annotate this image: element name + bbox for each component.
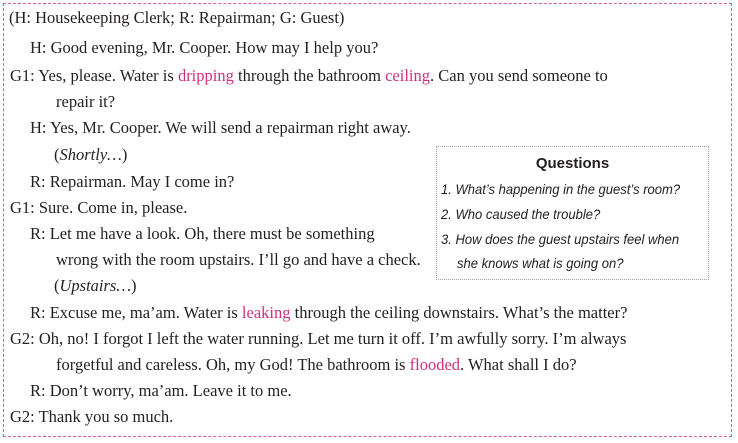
- line-text: Excuse me, ma’am. Water is: [49, 303, 242, 322]
- line-text: Yes, please. Water is: [38, 66, 178, 85]
- speaker-label: G1:: [10, 198, 35, 217]
- speaker-label: R:: [30, 224, 46, 243]
- line-text: forgetful and careless. Oh, my God! The bathroom is: [56, 355, 410, 374]
- speaker-label: R:: [30, 381, 46, 400]
- dialogue-line-r2-cont: wrong with the room upstairs. I’ll go and have a check.: [56, 250, 421, 269]
- speaker-label: G1:: [10, 66, 35, 85]
- highlight-word: flooded: [409, 355, 461, 374]
- question-item: 3. How does the guest upstairs feel when: [441, 231, 680, 247]
- dialogue-line-g2: [10, 329, 626, 349]
- line-text: Repairman. May I come in?: [49, 172, 235, 191]
- line-text: Yes, Mr. Cooper. We will send a repairman right away.: [50, 118, 411, 137]
- speaker-label: G2:: [10, 329, 35, 348]
- dialogue-line-g1b: [10, 198, 187, 218]
- speaker-label: H:: [30, 118, 47, 137]
- line-text: Let me have a look. Oh, there must be something: [49, 224, 375, 243]
- speaker-label: R:: [30, 303, 46, 322]
- stage-direction: (Upstairs…): [54, 276, 137, 295]
- question-item: 2. Who caused the trouble?: [441, 206, 601, 222]
- line-text: through the ceiling downstairs. What’s the matter?: [290, 303, 628, 322]
- dialogue-line-r2: [30, 224, 375, 244]
- line-text: Sure. Come in, please.: [38, 198, 188, 217]
- speaker-label: R:: [30, 172, 46, 191]
- line-text: Good evening, Mr. Cooper. How may I help you?: [50, 38, 379, 57]
- dialogue-line-g2b: [10, 407, 173, 427]
- highlight-word: ceiling: [385, 66, 430, 85]
- line-text: Oh, no! I forgot I left the water running. Let me turn it off. I’m awfully sorry. I’m always: [38, 329, 627, 348]
- line-text: . What shall I do?: [460, 355, 577, 374]
- question-item: she knows what is going on?: [457, 255, 624, 271]
- dialogue-line-h2: [30, 118, 411, 138]
- dialogue-line-r1: [30, 172, 234, 192]
- question-item: 1. What’s happening in the guest’s room?: [441, 181, 681, 197]
- dialogue-line-g2-cont: [56, 355, 577, 375]
- stage-direction-text: Shortly…: [59, 145, 122, 164]
- dialogue-line-g1: [10, 66, 608, 86]
- dialogue-line-g1-cont: repair it?: [56, 92, 116, 111]
- line-text: . Can you send someone to: [430, 66, 608, 85]
- questions-title: Questions: [535, 155, 610, 172]
- speaker-key: (H: Housekeeping Clerk; R: Repairman; G: Guest): [9, 8, 345, 27]
- dialogue-line-r4: [30, 381, 292, 401]
- line-text: Thank you so much.: [38, 407, 174, 426]
- stage-direction: (Shortly…): [54, 145, 128, 164]
- speaker-label: G2:: [10, 407, 35, 426]
- dialogue-line-r3: [30, 303, 627, 323]
- line-text: through the bathroom: [233, 66, 386, 85]
- highlight-word: leaking: [241, 303, 291, 322]
- questions-box: [436, 146, 709, 280]
- speaker-label: H:: [30, 38, 47, 57]
- stage-direction-text: Upstairs…: [59, 276, 132, 295]
- highlight-word: dripping: [177, 66, 234, 85]
- dialogue-line-h1: [30, 38, 378, 58]
- line-text: Don’t worry, ma’am. Leave it to me.: [49, 381, 292, 400]
